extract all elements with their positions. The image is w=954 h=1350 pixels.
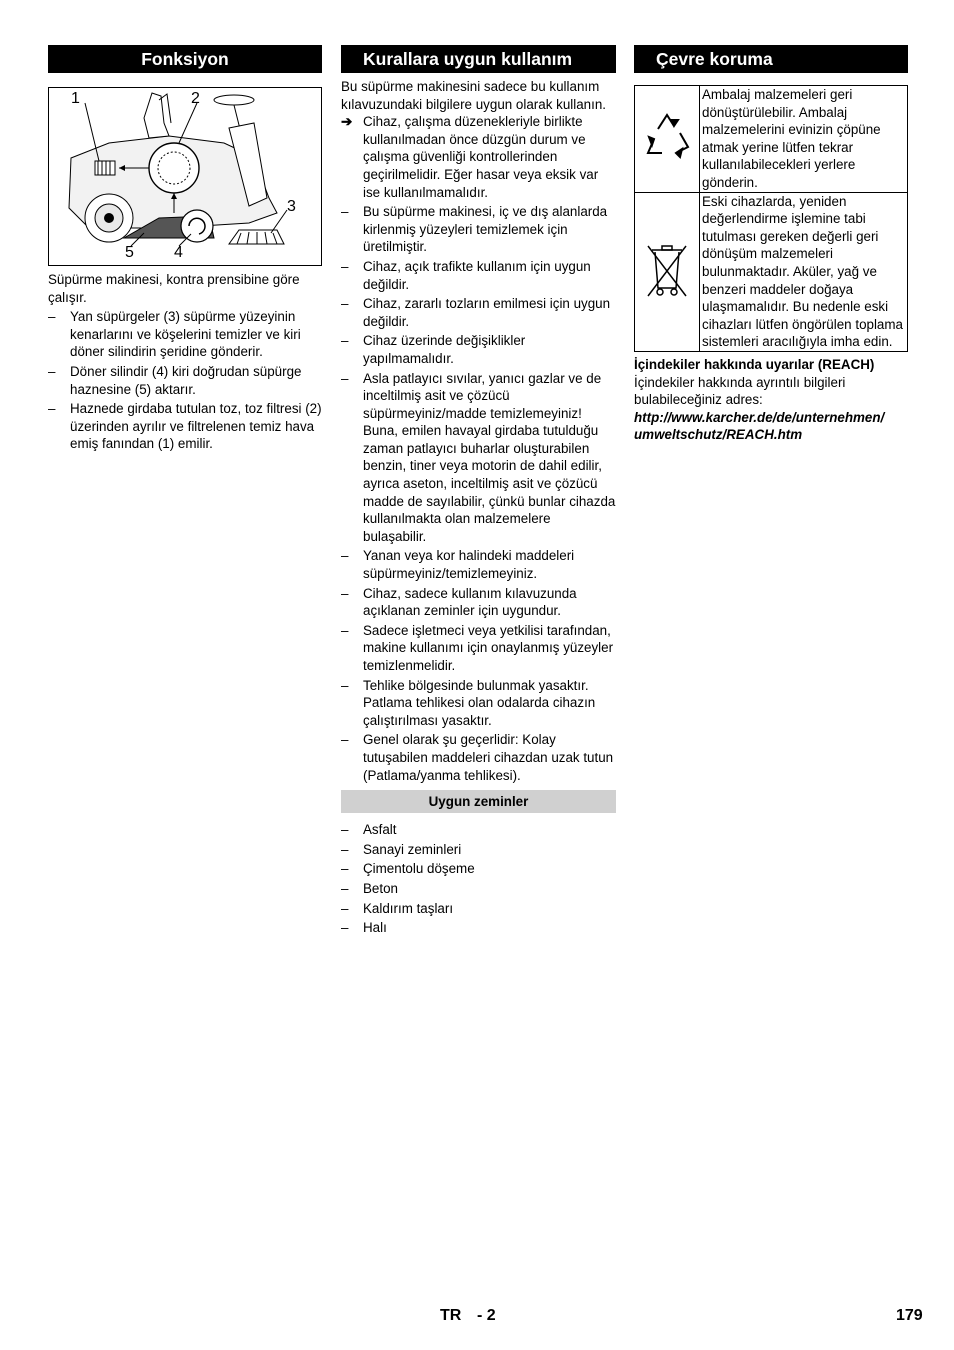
table-row: [635, 86, 908, 193]
callout-5: 5: [125, 244, 134, 261]
environment-table: [634, 85, 908, 352]
cevre-column: [634, 45, 908, 444]
reach-text: İçindekiler hakkında ayrıntılı bilgileri bulabileceğiniz adres:: [634, 374, 846, 408]
sweeper-diagram: [48, 87, 322, 266]
list-item: – Kaldırım taşları: [341, 900, 616, 918]
list-item: – Cihaz, zararlı tozların emilmesi için uygun değildir.: [341, 295, 616, 330]
list-item: – Haznede girdaba tutulan toz, toz filtresi (2) üzerinden ayrılır ve filtrelenen temiz hava emiş fanından (1) emilir.: [48, 400, 322, 453]
reach-notice: [634, 356, 908, 444]
list-item: – Yan süpürgeler (3) süpürme yüzeyinin kenarlarını ve köşelerini temizler ve kiri döner silindirin şeridine gönderir.: [48, 308, 322, 361]
kullanim-list: [341, 203, 616, 784]
list-item: – Cihaz, sadece kullanım kılavuzunda açıklanan zeminler için uygundur.: [341, 585, 616, 620]
reach-link-part-1[interactable]: http://www.karcher.de/de/unternehmen/: [634, 409, 885, 425]
list-item: – Çimentolu döşeme: [341, 860, 616, 878]
arrow-right-icon: ➔: [341, 114, 353, 130]
footer-section: - 2: [477, 1307, 496, 1324]
reach-title: İçindekiler hakkında uyarılar (REACH): [634, 356, 875, 372]
fonksiyon-intro: Süpürme makinesi, kontra prensibine göre çalışır.: [48, 272, 300, 305]
list-item: – Cihaz, açık trafikte kullanım için uygun değildir.: [341, 258, 616, 293]
footer-language: TR: [440, 1307, 462, 1324]
callout-4: 4: [174, 244, 183, 261]
sweeper-illustration: [49, 88, 321, 265]
callout-2: 2: [191, 90, 200, 107]
list-item: – Sanayi zeminleri: [341, 841, 616, 859]
list-item: – Cihaz üzerinde değişiklikler yapılmamalıdır.: [341, 332, 616, 367]
arrow-instruction: [341, 113, 616, 201]
arrow-instruction-text: Cihaz, çalışma düzenekleriyle birlikte kullanılmadan önce düzgün durum ve çalışma güvenliği kontrollerinden geçirilmelidir. Eğer hasar veya eksik var ise kullanılmamalıdır.: [363, 114, 599, 200]
crossed-out-bin-icon: [635, 192, 700, 351]
kullanim-intro: Bu süpürme makinesini sadece bu kullanım kılavuzundaki bilgilere uygun olarak kullanın.: [341, 79, 606, 112]
list-item: – Yanan veya kor halindeki maddeleri süpürmeyiniz/temizlemeyiniz.: [341, 547, 616, 582]
callout-3: 3: [287, 198, 296, 215]
kullanim-heading: Kurallara uygun kullanım: [341, 45, 616, 73]
weee-text: Eski cihazlarda, yeniden değerlendirme işlemine tabi tutulması gereken değerli geri dönüşüm malzemeleri bulunmaktadır. Aküler, yağ ve benzeri maddeler doğaya ulaşmamalıdır. Bu nedenle eski cihazları lütfen öngörülen toplama sistemleri aracılığıyla imha edin.: [700, 192, 908, 351]
recycle-text: Ambalaj malzemeleri geri dönüştürülebilir. Ambalaj malzemelerini evinizin çöpüne atmak yerine lütfen tekrar kullanılabilecekleri yerlere gönderin.: [700, 86, 908, 193]
list-item: – Asfalt: [341, 821, 616, 839]
page-number: 179: [896, 1307, 923, 1324]
cevre-heading: Çevre koruma: [634, 45, 908, 73]
list-item: – Beton: [341, 880, 616, 898]
recycle-icon: [635, 86, 700, 193]
list-item: – Tehlike bölgesinde bulunmak yasaktır. Patlama tehlikesi olan odalarda cihazın çalıştırılması yasaktır.: [341, 677, 616, 730]
fonksiyon-heading: Fonksiyon: [48, 45, 322, 73]
fonksiyon-list: [48, 308, 322, 453]
kullanim-column: [341, 45, 616, 937]
list-item: – Halı: [341, 919, 616, 937]
zeminler-heading: Uygun zeminler: [341, 790, 616, 813]
reach-link-part-2[interactable]: umweltschutz/REACH.htm: [634, 427, 803, 443]
zeminler-list: [341, 821, 616, 937]
fonksiyon-column: [48, 45, 322, 453]
list-item: – Asla patlayıcı sıvılar, yanıcı gazlar ve de inceltilmiş asit ve çözücü süpürmeyiniz/madde temizlemeyiniz! Buna, emilen havayal girdaba tutulduğu zaman patlayıcı buharlar oluşturabilen benzin, tiner veya motorin de dahil edilir, ayrıca aseton, inceltilmiş asit ve çözücü madde de sayılabilir, çünkü bunlar cihazda kullanılmakta olan malzemelere bulaşabilir.: [341, 370, 616, 546]
table-row: [635, 192, 908, 351]
list-item: – Sadece işletmeci veya yetkilisi tarafından, makine kullanımı için onaylanmış yüzeyler temizlenmelidir.: [341, 622, 616, 675]
list-item: – Bu süpürme makinesi, iç ve dış alanlarda kirlenmiş yüzeyleri temizlemek için üretilmiştir.: [341, 203, 616, 256]
callout-1: 1: [71, 90, 80, 107]
list-item: – Genel olarak şu geçerlidir: Kolay tutuşabilen maddeleri cihazdan uzak tutun (Patlama/yanma tehlikesi).: [341, 731, 616, 784]
list-item: – Döner silindir (4) kiri doğrudan süpürge haznesine (5) aktarır.: [48, 363, 322, 398]
